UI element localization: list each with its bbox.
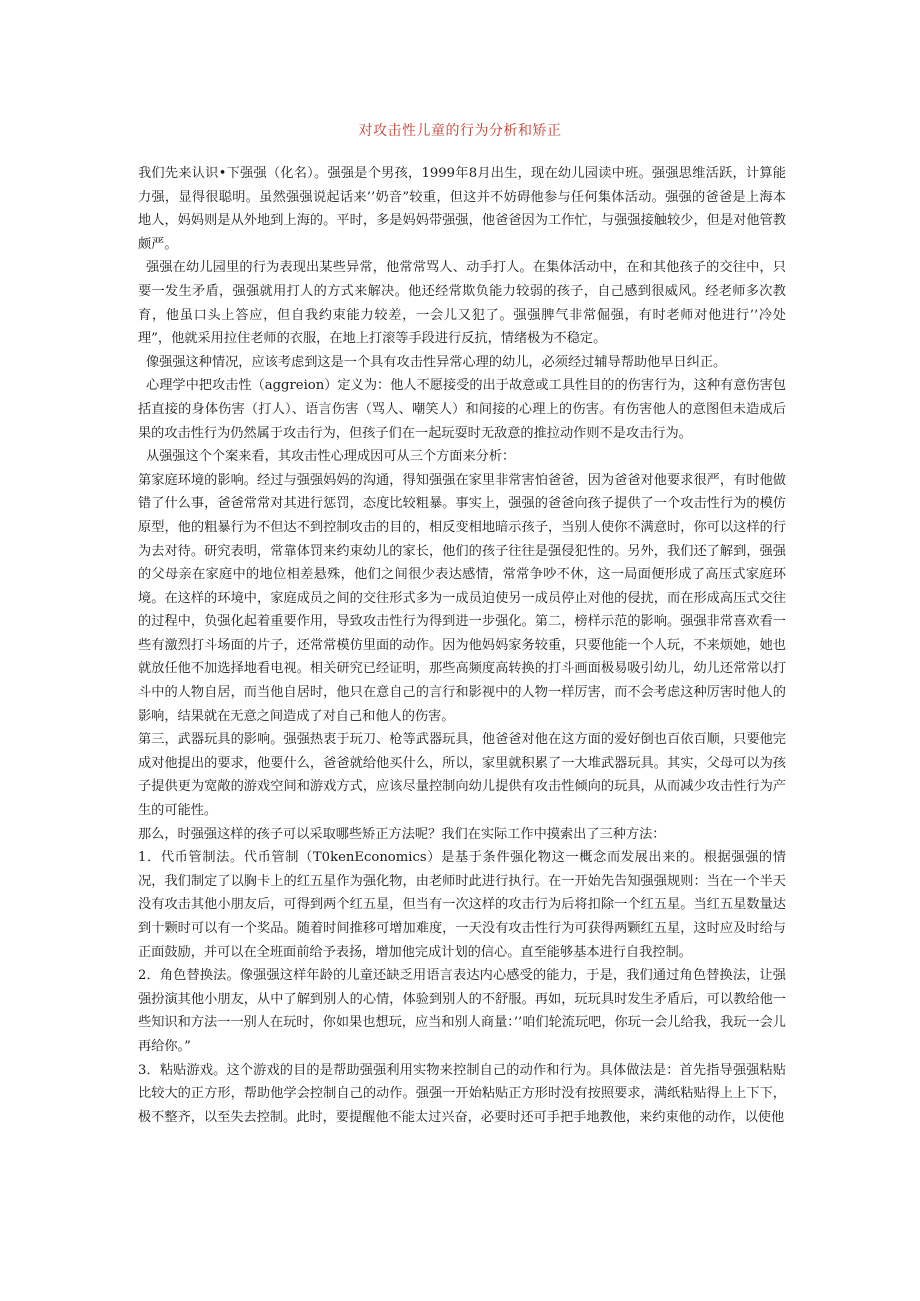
- paragraph-analysis-intro: 从强强这个个案来看，其攻击性心理成因可从三个方面来分析：: [146, 449, 516, 465]
- paragraph-definition: 心理学中把攻击性（aggreion）定义为：他人不愿接受的出于故意或工具性目的的伤害行为，这种有意伤害包括直接的身体伤害（打人）、语言伤害（骂人、嘲笑人）和间接的心理上的伤害。有伤害他人的意图但未造成后果的攻击性行为仍然属于攻击行为，但孩子们在一起玩耍时无敌意的推拉动作则不是攻击行为。: [138, 378, 786, 441]
- document-title: 对攻击性儿童的行为分析和矫正: [358, 123, 562, 139]
- paragraph-behavior: 强强在幼儿园里的行为表现出某些异常，他常常骂人、动手打人。在集体活动中，在和其他孩子的交往中，只要一发生矛盾，强强就用打人的方式来解决。他还经常欺负能力较弱的孩子，自己感到很威风。经老师多次教育，他虽口头上答应，但自我约束能力较差，一会儿又犯了。强强脾气非常倔强，有时老师对他进行’’冷处理”，他就采用拉住老师的衣服，在地上打滚等手段进行反抗，情绪极为不稳定。: [138, 260, 786, 347]
- document-body: [138, 162, 786, 1129]
- paragraph-assessment: 像强强这种情况，应该考虑到这是一个具有攻击性异常心理的幼儿，必须经过辅导帮助他早日纠正。: [146, 354, 727, 370]
- paragraph-intro: 我们先来认识•下强强（化名）。强强是个男孩，1999年8月出生，现在幼儿园读中班。强强思维活跃，计算能力强，显得很聪明。虽然强强说起话来’’奶音”较重，但这并不妨碍他参与任何集体活动。强强的爸爸是上海本地人，妈妈则是从外地到上海的。平时，多是妈妈带强强，他爸爸因为工作忙，与强强接触较少，但是对他管教颇严。: [138, 166, 786, 252]
- paragraph-method-role-swap: 2．角色替换法。像强强这样年龄的儿童还缺乏用语言表达内心感受的能力，于是，我们通过角色替换法，让强强扮演其他小朋友，从中了解到别人的心情，体验到别人的不舒服。再如，玩玩具时发生矛盾后，可以教给他一些知识和方法一一别人在玩时，你如果也想玩，应当和别人商量：’’咱们轮流玩吧，你玩一会儿给我，我玩一会儿再给你。”: [138, 968, 786, 1054]
- paragraph-method-sticker-game: 3．粘贴游戏。这个游戏的目的是帮助强强利用实物来控制自己的动作和行为。具体做法是：首先指导强强粘贴比较大的正方形，帮助他学会控制自己的动作。强强一开始粘贴正方形时没有按照要求，满纸粘贴得上上下下，极不整齐，以至失去控制。此时，要提醒他不能太过兴奋，必要时还可手把手地教他，来约束他的动作，以使他: [138, 1062, 786, 1125]
- paragraph-method-token-economy: 1．代币管制法。代币管制（T0kenEconomics）是基于条件强化物这一概念而发展出来的。根据强强的情况，我们制定了以胸卡上的红五星作为强化物，由老师时此进行执行。在一开始先告知强强规则：当在一个半天没有攻击其他小朋友后，可得到两个红五星，但当有一次这样的攻击行为后将扣除一个红五星。当红五星数量达到十颗时可以有一个奖品。随着时间推移可增加难度，一天没有攻击性行为可获得两颗红五星，这时应及时给与正面鼓励，并可以在全班面前给予表扬，增加他完成计划的信心。直至能够基本进行自我控制。: [138, 850, 786, 960]
- paragraph-weapon-toys: 第三，武器玩具的影响。强强热衷于玩刀、枪等武器玩具，他爸爸对他在这方面的爱好倒也百依百顺，只要他完成对他提出的要求，他要什么，爸爸就给他买什么，所以，家里就积累了一大堆武器玩具。其实，父母可以为孩子提供更为宽敞的游戏空间和游戏方式，应该尽量控制向幼儿提供有攻击性倾向的玩具，从而减少攻击性行为产生的可能性。: [138, 732, 786, 819]
- paragraph-methods-intro: 那么，时强强这样的孩子可以采取哪些矫正方法呢？我们在实际工作中摸索出了三种方法：: [138, 826, 666, 842]
- paragraph-family-environment: 第家庭环境的影响。经过与强强妈妈的沟通，得知强强在家里非常害怕爸爸，因为爸爸对他要求很严，有时他做错了什么事，爸爸常常对其进行惩罚，态度比较粗暴。事实上，强强的爸爸向孩子提供了一个攻击性行为的模仿原型，他的粗暴行为不但达不到控制攻击的目的，相反变相地暗示孩子，当别人使你不满意时，你可以这样的行为去对待。研究表明，常靠体罚来约束幼儿的家长，他们的孩子往往是强侵犯性的。另外，我们还了解到，强强的父母亲在家庭中的地位相差悬殊，他们之间很少表达感情，常常争吵不休，这一局面便形成了高压式家庭环境。在这样的环境中，家庭成员之间的交往形式多为一成员迫使另一成员停止对他的侵扰，而在形成高压式交往的过程中，负强化起着重要作用，导致攻击性行为得到进一步强化。第二，榜样示范的影响。强强非常喜欢看一些有激烈打斗场面的片子，还常常模仿里面的动作。因为他妈妈家务较重，只要他能一个人玩，不来烦她，她也就放任他不加选择地看电视。相关研究已经证明，那些高频度高转换的打斗画面极易吸引幼儿，幼儿还常常以打斗中的人物自居，而当他自居时，他只在意自己的言行和影视中的人物一样厉害，而不会考虑这种厉害时他人的影响，结果就在无意之间造成了对自己和他人的伤害。: [138, 472, 786, 724]
